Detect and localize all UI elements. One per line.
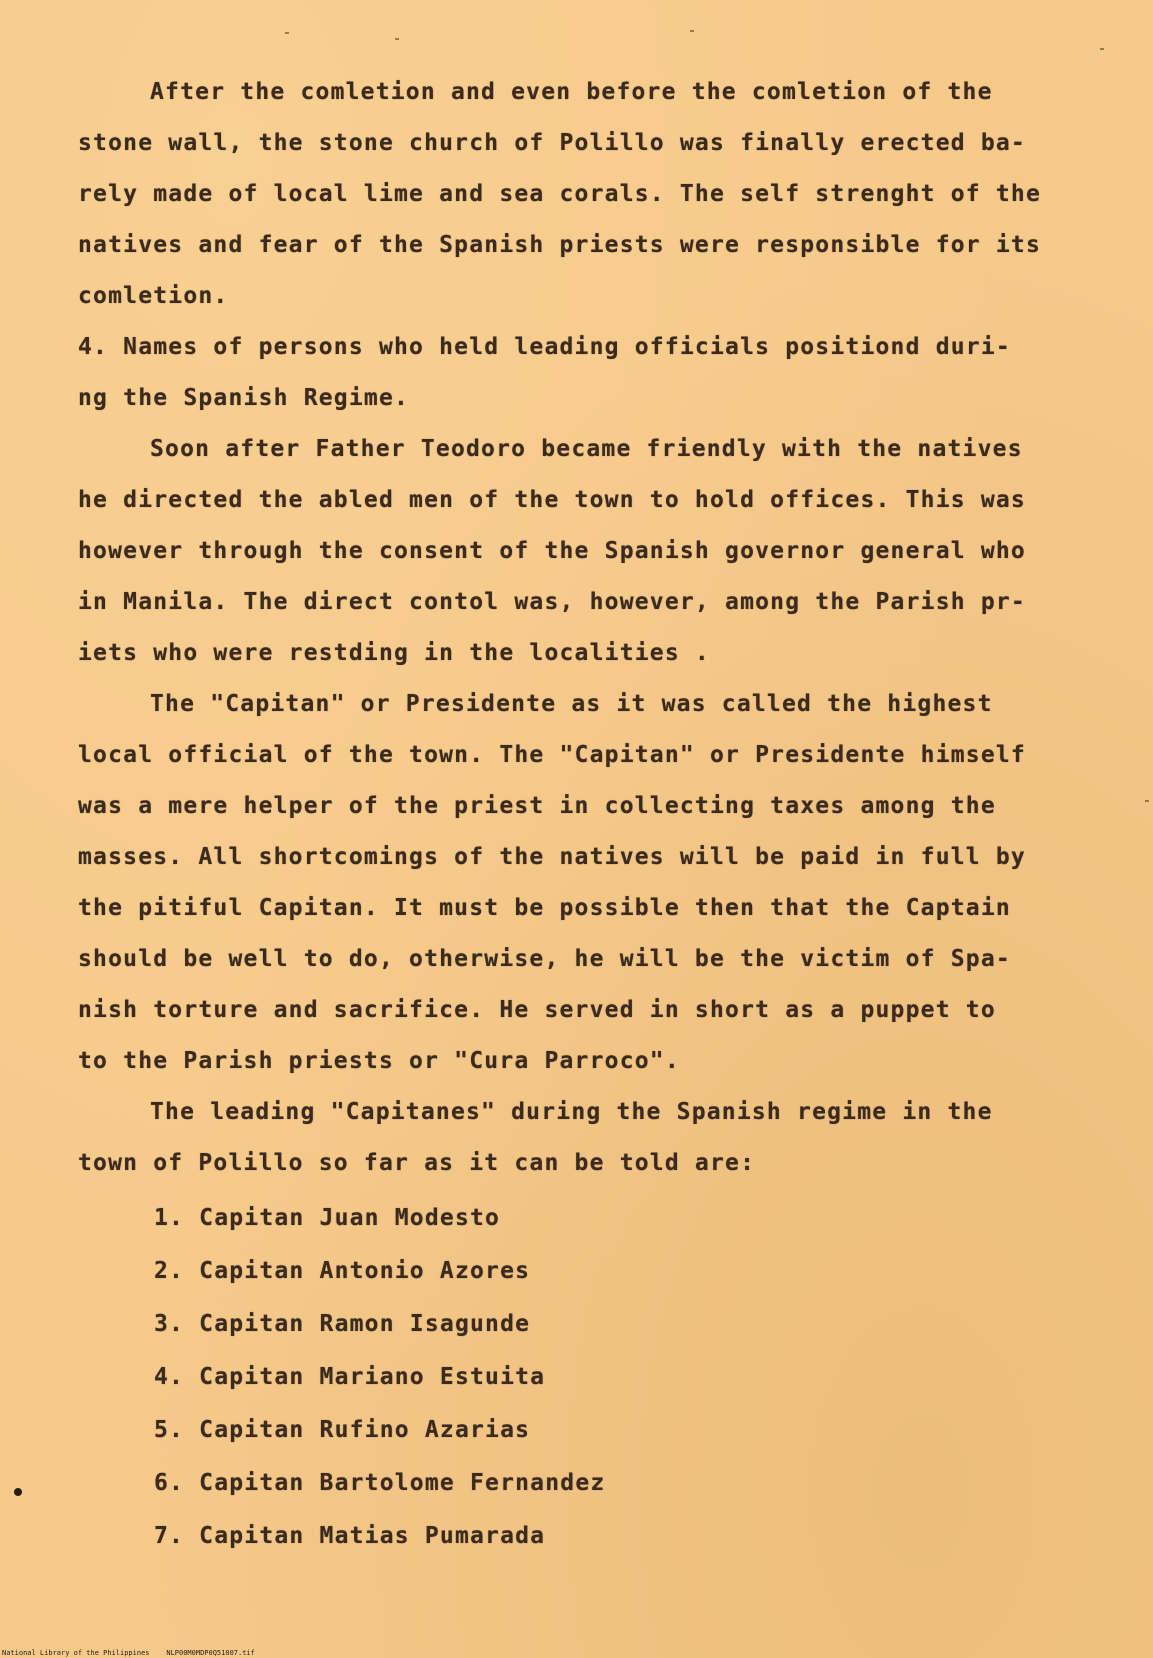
paragraph-1-line-4: natives and fear of the Spanish priests were responsible for its [78,232,1042,258]
paragraph-3-line-2: local official of the town. The "Capitan" or Presidente himself [78,742,1026,768]
capitan-list-item: 2. Capitan Antonio Azores [154,1258,531,1284]
capitan-list-item: 7. Capitan Matias Pumarada [154,1523,546,1549]
capitan-list-item: 1. Capitan Juan Modesto [154,1205,501,1231]
scan-footer-label: National Library of the Philippines NLP00M0MDP0Q51007.tif [2,1649,255,1657]
paragraph-3-line-7: nish torture and sacrifice. He served in short as a puppet to [78,997,996,1023]
paper-speck [690,30,694,32]
capitan-list-item: 4. Capitan Mariano Estuita [154,1364,546,1390]
paragraph-1-line-1: After the comletion and even before the comletion of the [150,79,993,105]
paragraph-2-line-5: iets who were restding in the localities . [78,640,710,666]
paragraph-3-line-8: to the Parish priests or "Cura Parroco". [78,1048,680,1074]
paragraph-2-line-1: Soon after Father Teodoro became friendly with the natives [150,436,1023,462]
capitan-list-item: 6. Capitan Bartolome Fernandez [154,1470,606,1496]
paragraph-3-line-6: should be well to do, otherwise, he will be the victim of Spa- [78,946,1011,972]
paragraph-1-line-3: rely made of local lime and sea corals. The self strenght of the [78,181,1042,207]
paper-speck [285,32,289,34]
section-4-heading-line-1: 4. Names of persons who held leading officials positiond duri- [78,334,1011,360]
paper-speck [1145,800,1149,802]
capitan-list-item: 3. Capitan Ramon Isagunde [154,1311,531,1337]
capitan-list-item: 5. Capitan Rufino Azarias [154,1417,531,1443]
paragraph-3-line-5: the pitiful Capitan. It must be possible then that the Captain [78,895,1011,921]
paragraph-3-line-1: The "Capitan" or Presidente as it was called the highest [150,691,993,717]
paragraph-3-line-3: was a mere helper of the priest in collecting taxes among the [78,793,996,819]
paper-speck [1100,48,1104,50]
paragraph-3-line-4: masses. All shortcomings of the natives will be paid in full by [78,844,1026,870]
paragraph-2-line-3: however through the consent of the Spanish governor general who [78,538,1026,564]
paragraph-1-line-2: stone wall, the stone church of Polillo was finally erected ba- [78,130,1026,156]
paragraph-1-line-5: comletion. [78,283,229,309]
paragraph-2-line-2: he directed the abled men of the town to hold offices. This was [78,487,1026,513]
paragraph-4-line-1: The leading "Capitanes" during the Spanish regime in the [150,1099,993,1125]
paper-speck [395,38,399,40]
section-4-heading-line-2: ng the Spanish Regime. [78,385,410,411]
paragraph-4-line-2: town of Polillo so far as it can be told are: [78,1150,756,1176]
paragraph-2-line-4: in Manila. The direct contol was, however, among the Parish pr- [78,589,1026,615]
ink-spot [14,1488,22,1496]
